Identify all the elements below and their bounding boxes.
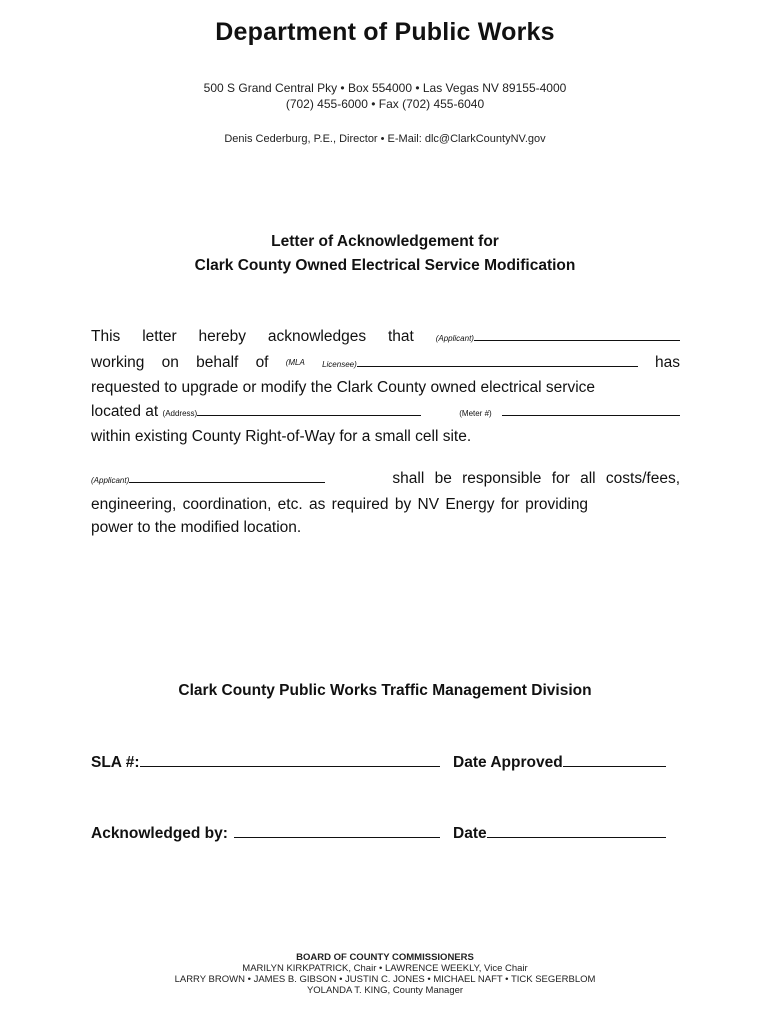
mla-field-label: (MLA bbox=[285, 357, 305, 367]
date-label: Date bbox=[453, 825, 487, 842]
meter-blank[interactable] bbox=[502, 401, 680, 416]
applicant-field-label: (Applicant) bbox=[435, 334, 474, 343]
letter-title-line2: Clark County Owned Electrical Service Modification bbox=[194, 257, 576, 274]
para1-line1: This letter hereby acknowledges that (Applicant) bbox=[91, 325, 680, 351]
para1-line2: working on behalf of (MLA Licensee) has bbox=[91, 351, 680, 377]
acknowledged-by-field bbox=[91, 823, 440, 843]
letter-title-line1: Letter of Acknowledgement for bbox=[271, 233, 499, 250]
date-approved-blank[interactable] bbox=[563, 752, 666, 767]
applicant-blank[interactable] bbox=[474, 326, 680, 341]
acknowledged-by-label: Acknowledged by: bbox=[91, 825, 228, 842]
para1-line5: within existing County Right-of-Way for a small cell site. bbox=[91, 428, 472, 445]
address-line: 500 S Grand Central Pky • Box 554000 • Las Vegas NV 89155-4000 bbox=[203, 81, 567, 95]
applicant-blank-2[interactable] bbox=[129, 468, 325, 483]
date-blank[interactable] bbox=[487, 823, 666, 838]
para1-line3: requested to upgrade or modify the Clark County owned electrical service bbox=[91, 379, 596, 396]
acknowledgement-paragraph bbox=[91, 325, 680, 449]
applicant-field-label-2: (Applicant) bbox=[91, 476, 130, 485]
acknowledged-by-blank[interactable] bbox=[234, 823, 440, 838]
sla-label: SLA #: bbox=[91, 754, 140, 771]
para1-line4: located at (Address) (Meter #) bbox=[91, 400, 680, 426]
para2-line2: engineering, coordination, etc. as required by NV Energy for providing bbox=[91, 495, 589, 513]
address-field-label: (Address) bbox=[162, 408, 198, 418]
sla-blank[interactable] bbox=[140, 752, 440, 767]
date-field bbox=[453, 823, 666, 843]
para2-line3: power to the modified location. bbox=[91, 519, 302, 536]
phone-fax-line: (702) 455-6000 • Fax (702) 455-6040 bbox=[285, 97, 485, 111]
board-chair-line: MARILYN KIRKPATRICK, Chair • LAWRENCE WEEKLY, Vice Chair bbox=[242, 963, 528, 974]
division-title: Clark County Public Works Traffic Management Division bbox=[178, 682, 592, 699]
responsibility-paragraph bbox=[91, 467, 680, 540]
county-manager-line: YOLANDA T. KING, County Manager bbox=[306, 985, 464, 996]
date-approved-field bbox=[453, 752, 666, 772]
para2-line1: (Applicant) shall be responsible for all costs/fees, bbox=[91, 470, 680, 487]
board-members-line: LARRY BROWN • JAMES B. GIBSON • JUSTIN C. JONES • MICHAEL NAFT • TICK SEGERBLOM bbox=[174, 974, 596, 985]
board-heading: BOARD OF COUNTY COMMISSIONERS bbox=[296, 952, 474, 963]
mla-licensee-blank[interactable] bbox=[357, 352, 638, 367]
director-line: Denis Cederburg, P.E., Director • E-Mail: dlc@ClarkCountyNV.gov bbox=[224, 133, 546, 145]
date-approved-label: Date Approved bbox=[453, 754, 563, 771]
sla-field bbox=[91, 752, 440, 772]
meter-field-label: (Meter #) bbox=[459, 408, 492, 418]
licensee-field-label: Licensee) bbox=[322, 359, 357, 369]
department-title: Department of Public Works bbox=[215, 18, 555, 46]
address-blank[interactable] bbox=[197, 401, 421, 416]
